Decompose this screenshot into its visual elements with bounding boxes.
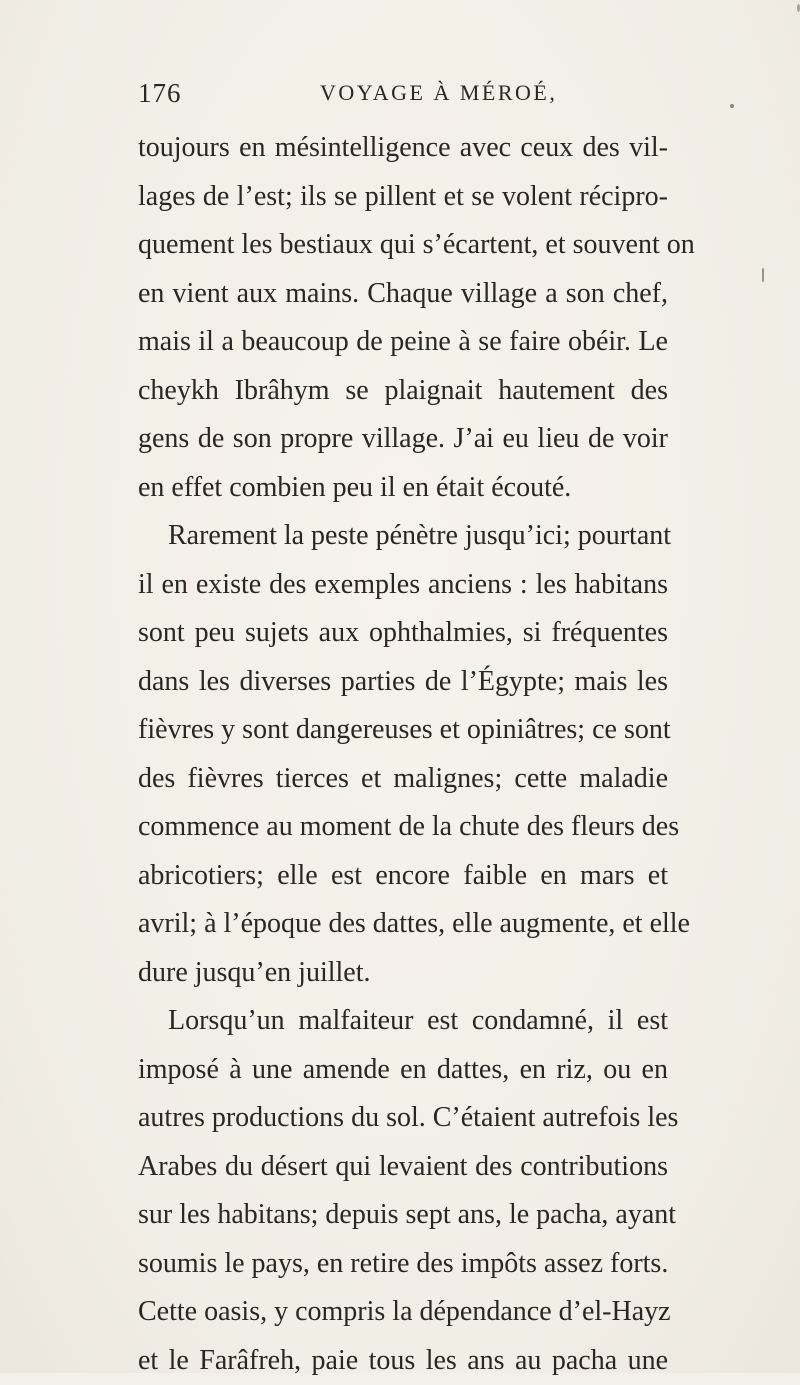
- text-line: Arabes du désert qui levaient des contributions: [138, 1143, 668, 1192]
- text-line: sur les habitans; depuis sept ans, le pacha, ayant: [138, 1191, 668, 1240]
- text-line: avril; à l’époque des dattes, elle augmente, et elle: [138, 900, 668, 949]
- text-line: dans les diverses parties de l’Égypte; mais les: [138, 658, 668, 707]
- text-line: Cette oasis, y compris la dépendance d’el-Hayz: [138, 1288, 668, 1337]
- text-line: en effet combien peu il en était écouté.: [138, 464, 668, 513]
- text-line: cheykh Ibrâhym se plaignait hautement des: [138, 367, 668, 416]
- text-line: quement les bestiaux qui s’écartent, et souvent on: [138, 221, 668, 270]
- text-line: fièvres y sont dangereuses et opiniâtres; ce sont: [138, 706, 668, 755]
- text-line: en vient aux mains. Chaque village a son chef,: [138, 270, 668, 319]
- text-line: sont peu sujets aux ophthalmies, si fréquentes: [138, 609, 668, 658]
- text-line: toujours en mésintelligence avec ceux des vil-: [138, 124, 668, 173]
- text-line: abricotiers; elle est encore faible en mars et: [138, 852, 668, 901]
- text-line: imposé à une amende en dattes, en riz, ou en: [138, 1046, 668, 1095]
- text-line: des fièvres tierces et malignes; cette maladie: [138, 755, 668, 804]
- text-line: soumis le pays, en retire des impôts assez forts.: [138, 1240, 668, 1289]
- text-line: il en existe des exemples anciens : les habitans: [138, 561, 668, 610]
- page-number: 176: [138, 78, 182, 109]
- text-line: gens de son propre village. J’ai eu lieu de voir: [138, 415, 668, 464]
- text-line: mais il a beaucoup de peine à se faire obéir. Le: [138, 318, 668, 367]
- running-title: VOYAGE À MÉROÉ,: [320, 80, 557, 106]
- paper-speck: [762, 268, 764, 282]
- text-line: autres productions du sol. C’étaient autrefois les: [138, 1094, 668, 1143]
- body-text: [138, 124, 668, 1385]
- text-line: Lorsqu’un malfaiteur est condamné, il est: [138, 997, 668, 1046]
- text-line: Rarement la peste pénètre jusqu’ici; pourtant: [138, 512, 668, 561]
- page-header: [138, 78, 658, 118]
- text-line: et le Farâfreh, paie tous les ans au pacha une: [138, 1337, 668, 1385]
- text-line: dure jusqu’en juillet.: [138, 949, 668, 998]
- text-line: commence au moment de la chute des fleurs des: [138, 803, 668, 852]
- text-line: lages de l’est; ils se pillent et se volent récipro-: [138, 173, 668, 222]
- paper-speck: [730, 104, 734, 108]
